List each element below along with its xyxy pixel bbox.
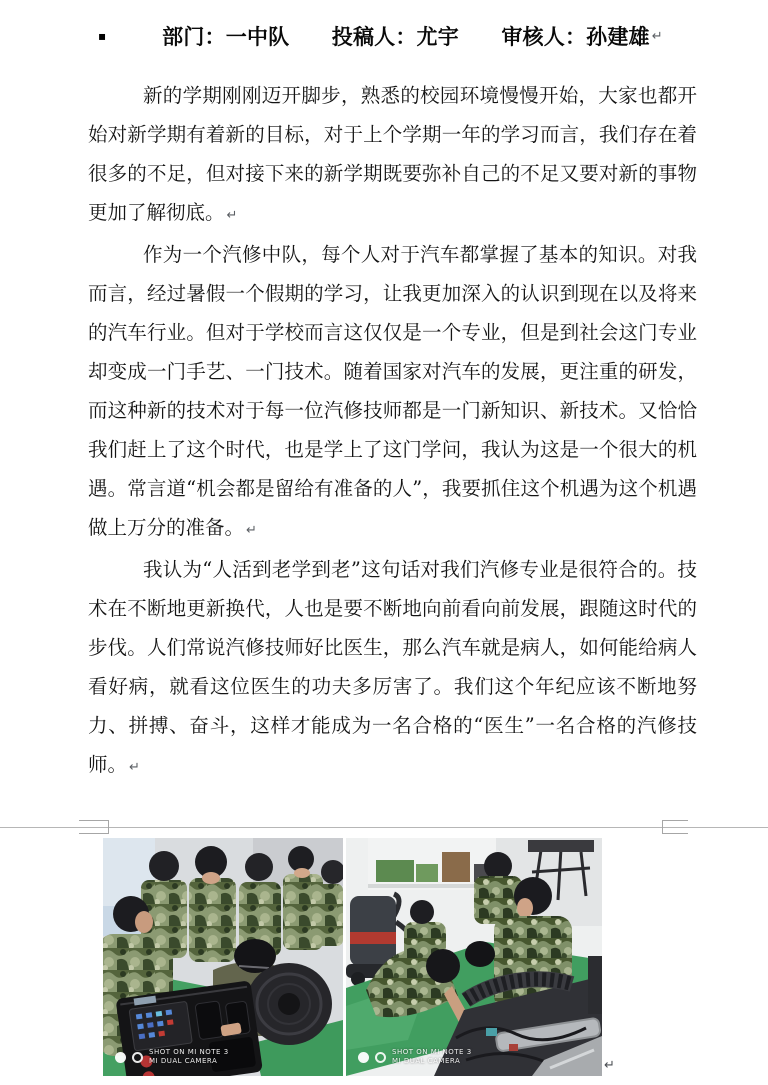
camera-watermark <box>358 1048 472 1066</box>
margin-mark-right <box>662 820 688 834</box>
camera-watermark <box>115 1048 229 1066</box>
photo-engine-repair[interactable] <box>346 838 602 1076</box>
watermark-line2: MI DUAL CAMERA <box>392 1057 461 1065</box>
list-bullet-icon: ▪ <box>98 29 107 43</box>
watermark-dot-icon <box>115 1052 126 1063</box>
photo-tire-balancer-scene <box>103 838 343 1076</box>
paragraph-mark-icon: ↵ <box>226 208 238 223</box>
margin-mark-left <box>79 820 109 834</box>
paragraph-mark-icon: ↵ <box>246 523 257 538</box>
watermark-line2: MI DUAL CAMERA <box>149 1057 218 1065</box>
watermark-ring-icon <box>375 1052 386 1063</box>
tire <box>246 963 332 1045</box>
watermark-ring-icon <box>132 1052 143 1063</box>
paragraph-2[interactable] <box>88 235 697 550</box>
photo-engine-repair-scene <box>346 838 602 1076</box>
paragraph-1-text: 新的学期刚刚迈开脚步，熟悉的校园环境慢慢开始，大家也都开始对新学期有着新的目标，对于上个学期一年的学习而言，我们存在着很多的不足，但对接下来的新学期既要弥补自己的不足又要对新的事物更加了解彻底。 <box>88 84 697 224</box>
header-text[interactable]: 部门：一中队 投稿人：尤宇 审核人：孙建雄 <box>162 24 650 49</box>
doc-header <box>98 22 663 50</box>
paragraph-1[interactable] <box>88 76 697 235</box>
paragraph-mark-icon: ↵ <box>129 760 140 775</box>
document-body <box>88 76 697 787</box>
watermark-dot-icon <box>358 1052 369 1063</box>
watermark-line1: SHOT ON MI NOTE 3 <box>149 1048 229 1056</box>
photo-tire-balancer[interactable] <box>103 838 343 1076</box>
paragraph-mark-icon: ↵ <box>651 28 663 44</box>
watermark-line1: SHOT ON MI NOTE 3 <box>392 1048 472 1056</box>
paragraph-3[interactable] <box>88 550 697 787</box>
paragraph-mark-icon: ↵ <box>604 1058 615 1073</box>
paragraph-2-text: 作为一个汽修中队，每个人对于汽车都掌握了基本的知识。对我而言，经过暑假一个假期的学习，让我更加深入的认识到现在以及将来的汽车行业。但对于学校而言这仅仅是一个专业，但是到社会这门专业却变成一门手艺、一门技术。随着国家对汽车的发展，更注重的研发，而这种新的技术对于每一位汽修技师都是一门新知识、新技术。又恰恰我们赶上了这个时代，也是学上了这门学问，我认为这是一个很大的机遇。常言道“机会都是留给有准备的人”，我要抓住这个机遇为这个机遇做上万分的准备。 <box>88 243 697 539</box>
paragraph-3-text: 我认为“人活到老学到老”这句话对我们汽修专业是很符合的。技术在不断地更新换代，人也是要不断地向前看向前发展，跟随这时代的步伐。人们常说汽修技师好比医生，那么汽车就是病人，如何能给病人看好病，就看这位医生的功夫多厉害了。我们这个年纪应该不断地努力、拼搏、奋斗，这样才能成为一名合格的“医生”一名合格的汽修技师。 <box>88 558 697 776</box>
page-break-line <box>0 827 768 828</box>
